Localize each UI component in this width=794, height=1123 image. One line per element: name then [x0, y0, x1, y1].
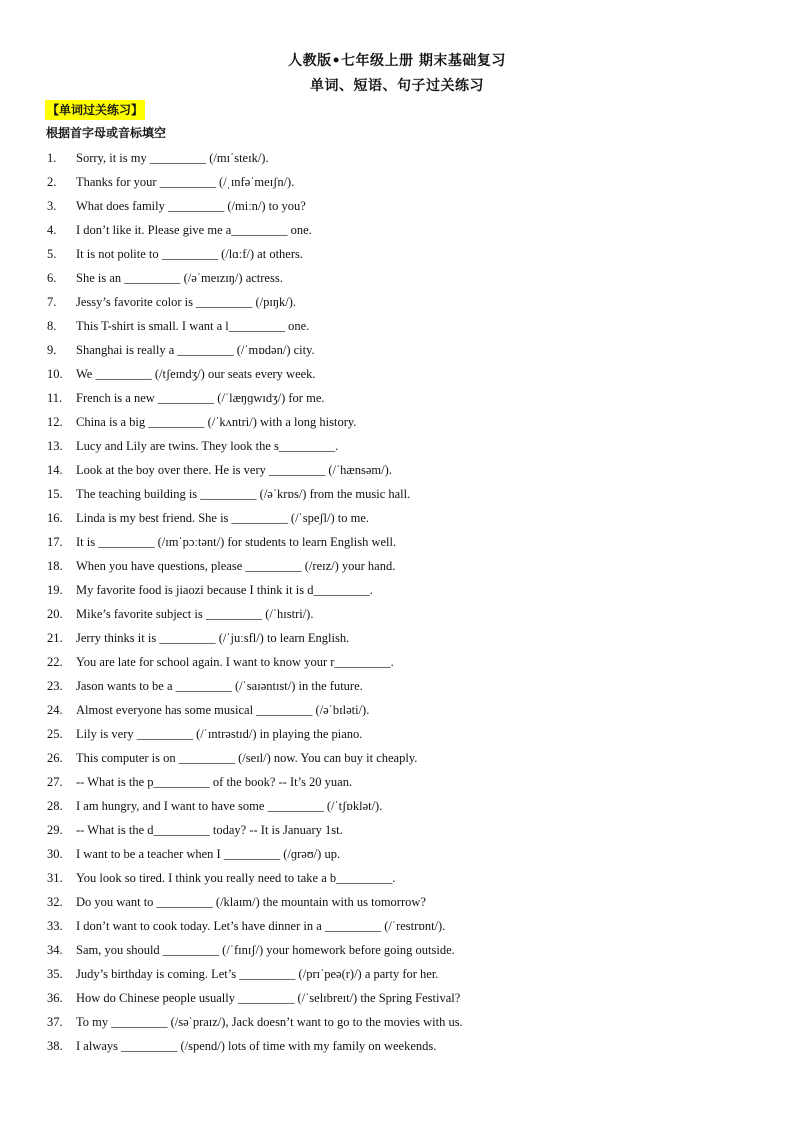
item-text: Do you want to _________ (/klaɪm/) the mountain with us tomorrow?: [76, 895, 426, 909]
exercise-item: [0, 339, 794, 363]
exercise-item: [0, 387, 794, 411]
item-text: Jessy’s favorite color is _________ (/pɪŋk/).: [76, 295, 297, 309]
item-text: It is _________ (/ɪmˈpɔːtənt/) for students to learn English well.: [76, 535, 397, 549]
item-number: 15.: [47, 487, 63, 501]
exercise-item: [0, 891, 794, 915]
exercise-item: [0, 771, 794, 795]
exercise-item: [0, 915, 794, 939]
item-text: It is not polite to _________ (/lɑːf/) at others.: [76, 247, 303, 261]
item-text: Linda is my best friend. She is _________ (/ˈspeʃl/) to me.: [76, 511, 370, 525]
item-number: 37.: [47, 1015, 63, 1029]
exercise-item: [0, 603, 794, 627]
section-heading-highlight: 【单词过关练习】: [45, 100, 145, 120]
exercise-item: [0, 939, 794, 963]
item-number: 36.: [47, 991, 63, 1005]
item-number: 18.: [47, 559, 63, 573]
item-text: Almost everyone has some musical _________ (/əˈbɪləti/).: [76, 703, 370, 717]
exercise-item: [0, 723, 794, 747]
item-number: 34.: [47, 943, 63, 957]
item-number: 11.: [47, 391, 63, 405]
item-number: 32.: [47, 895, 63, 909]
item-number: 30.: [47, 847, 63, 861]
exercise-item: [0, 555, 794, 579]
exercise-item: [0, 795, 794, 819]
exercise-item: [0, 963, 794, 987]
item-text: When you have questions, please _________ (/reɪz/) your hand.: [76, 559, 396, 573]
item-number: 7.: [47, 295, 57, 309]
item-text: You are late for school again. I want to know your r_________.: [76, 655, 394, 669]
item-text: My favorite food is jiaozi because I think it is d_________.: [76, 583, 373, 597]
exercise-item: [0, 363, 794, 387]
exercise-item: [0, 747, 794, 771]
item-text: To my _________ (/səˈpraɪz/), Jack doesn’t want to go to the movies with us.: [76, 1015, 463, 1029]
item-number: 25.: [47, 727, 63, 741]
item-number: 10.: [47, 367, 63, 381]
exercise-item: [0, 459, 794, 483]
exercise-item: [0, 219, 794, 243]
exercise-item: [0, 1035, 794, 1059]
exercise-item: [0, 507, 794, 531]
item-number: 33.: [47, 919, 63, 933]
item-number: 3.: [47, 199, 57, 213]
item-text: Mike’s favorite subject is _________ (/ˈhɪstri/).: [76, 607, 314, 621]
item-number: 12.: [47, 415, 63, 429]
item-text: China is a big _________ (/ˈkʌntri/) with a long history.: [76, 415, 357, 429]
item-text: French is a new _________ (/ˈlæŋɡwɪdʒ/) for me.: [76, 391, 325, 405]
item-text: What does family _________ (/miːn/) to you?: [76, 199, 306, 213]
item-number: 22.: [47, 655, 63, 669]
item-number: 17.: [47, 535, 63, 549]
exercise-item: [0, 843, 794, 867]
exercise-instruction: 根据首字母或音标填空: [46, 126, 167, 140]
item-number: 35.: [47, 967, 63, 981]
item-text: You look so tired. I think you really need to take a b_________.: [76, 871, 396, 885]
item-number: 24.: [47, 703, 63, 717]
page-subtitle: 单词、短语、句子过关练习: [310, 78, 484, 94]
exercise-item: [0, 291, 794, 315]
exercise-item: [0, 483, 794, 507]
item-text: This computer is on _________ (/seɪl/) now. You can buy it cheaply.: [76, 751, 418, 765]
exercise-item: [0, 987, 794, 1011]
item-number: 27.: [47, 775, 63, 789]
exercise-item: [0, 675, 794, 699]
item-text: I don’t like it. Please give me a_________ one.: [76, 223, 312, 237]
item-number: 2.: [47, 175, 57, 189]
item-text: I don’t want to cook today. Let’s have dinner in a _________ (/ˈrestrɒnt/).: [76, 919, 446, 933]
exercise-item: [0, 411, 794, 435]
exercise-item: [0, 531, 794, 555]
item-text: This T-shirt is small. I want a l_________ one.: [76, 319, 310, 333]
item-text: Lily is very _________ (/ˈɪntrəstɪd/) in playing the piano.: [76, 727, 363, 741]
item-text: She is an _________ (/əˈmeɪzɪŋ/) actress.: [76, 271, 283, 285]
item-number: 20.: [47, 607, 63, 621]
exercise-item: [0, 315, 794, 339]
item-number: 5.: [47, 247, 57, 261]
item-number: 26.: [47, 751, 63, 765]
item-text: How do Chinese people usually _________ (/ˈselɪbreɪt/) the Spring Festival?: [76, 991, 461, 1005]
item-text: We _________ (/tʃeɪndʒ/) our seats every week.: [76, 367, 316, 381]
item-text: I always _________ (/spend/) lots of time with my family on weekends.: [76, 1039, 437, 1053]
item-text: -- What is the d_________ today? -- It is January 1st.: [76, 823, 343, 837]
item-text: Sorry, it is my _________ (/mɪˈsteɪk/).: [76, 151, 269, 165]
item-text: Look at the boy over there. He is very _________ (/ˈhænsəm/).: [76, 463, 392, 477]
exercise-item: [0, 1011, 794, 1035]
exercise-item: [0, 267, 794, 291]
item-text: Jason wants to be a _________ (/ˈsaɪəntɪst/) in the future.: [76, 679, 363, 693]
item-number: 4.: [47, 223, 57, 237]
item-text: I want to be a teacher when I _________ (/ɡrəʊ/) up.: [76, 847, 341, 861]
item-text: Lucy and Lily are twins. They look the s_________.: [76, 439, 339, 453]
exercise-item: [0, 195, 794, 219]
item-number: 1.: [47, 151, 57, 165]
exercise-item: [0, 627, 794, 651]
exercise-item: [0, 435, 794, 459]
item-number: 31.: [47, 871, 63, 885]
exercise-item: [0, 171, 794, 195]
item-text: Judy’s birthday is coming. Let’s _________ (/prɪˈpeə(r)/) a party for her.: [76, 967, 439, 981]
item-number: 16.: [47, 511, 63, 525]
item-text: Jerry thinks it is _________ (/ˈjuːsfl/) to learn English.: [76, 631, 350, 645]
item-number: 9.: [47, 343, 57, 357]
exercise-item: [0, 147, 794, 171]
exercise-item: [0, 579, 794, 603]
item-text: Shanghai is really a _________ (/ˈmɒdən/) city.: [76, 343, 315, 357]
item-number: 8.: [47, 319, 57, 333]
exercise-item: [0, 651, 794, 675]
exercise-item: [0, 819, 794, 843]
item-text: -- What is the p_________ of the book? -- It’s 20 yuan.: [76, 775, 353, 789]
item-text: Thanks for your _________ (/ˌɪnfəˈmeɪʃn/).: [76, 175, 295, 189]
item-text: The teaching building is _________ (/əˈkrɒs/) from the music hall.: [76, 487, 411, 501]
item-number: 23.: [47, 679, 63, 693]
page-title: 人教版•七年级上册 期末基础复习: [288, 53, 506, 69]
exercise-item: [0, 699, 794, 723]
item-number: 29.: [47, 823, 63, 837]
item-number: 6.: [47, 271, 57, 285]
exercise-item: [0, 243, 794, 267]
item-number: 19.: [47, 583, 63, 597]
item-text: Sam, you should _________ (/ˈfɪnɪʃ/) your homework before going outside.: [76, 943, 455, 957]
item-text: I am hungry, and I want to have some _________ (/ˈtʃɒklət/).: [76, 799, 383, 813]
item-number: 14.: [47, 463, 63, 477]
item-number: 38.: [47, 1039, 63, 1053]
exercise-item: [0, 867, 794, 891]
item-number: 21.: [47, 631, 63, 645]
item-number: 13.: [47, 439, 63, 453]
exercise-list: [0, 147, 794, 1059]
item-number: 28.: [47, 799, 63, 813]
